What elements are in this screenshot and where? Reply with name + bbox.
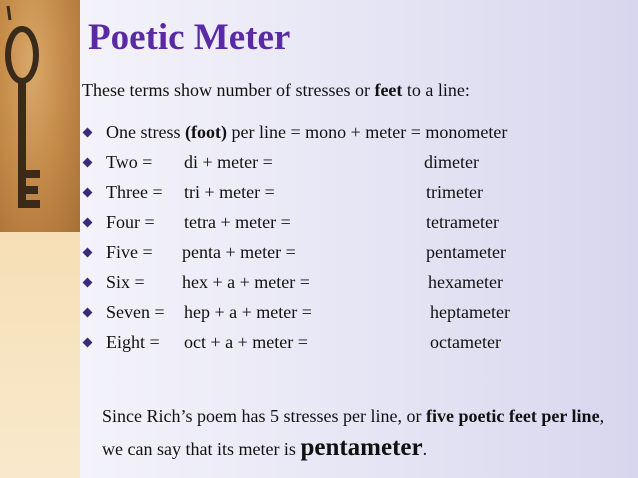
bullet-formula: di + meter =: [184, 152, 273, 172]
diamond-bullet-icon: [83, 158, 93, 168]
intro-text: [82, 80, 470, 101]
conclusion-end: .: [422, 439, 428, 459]
bullet-number: Two =: [106, 152, 153, 172]
bullet-number: Seven =: [106, 302, 165, 322]
bullet-formula: hep + a + meter =: [184, 302, 312, 322]
conclusion-bold: five poetic feet per line: [425, 406, 600, 426]
diamond-bullet-icon: [83, 338, 93, 348]
bullet-formula: tri + meter =: [184, 182, 275, 202]
diamond-bullet-icon: [83, 188, 93, 198]
list-item: [82, 240, 632, 270]
list-item: [82, 180, 632, 210]
diamond-bullet-icon: [83, 218, 93, 228]
bullet-term: trimeter: [426, 182, 483, 202]
bullet-list: [82, 120, 632, 360]
conclusion-part1: Since Rich’s poem has 5 stresses per line, or: [102, 406, 426, 426]
list-item: [82, 210, 632, 240]
bullet-term: dimeter: [424, 152, 479, 172]
intro-bold: feet: [374, 80, 403, 100]
bullet-term: pentameter: [426, 242, 506, 262]
first-bullet-bold: (foot): [185, 122, 227, 142]
conclusion-text: [102, 400, 622, 465]
diamond-bullet-icon: [83, 308, 93, 318]
bullet-term: heptameter: [430, 302, 510, 322]
first-bullet-after: per line = mono + meter = monometer: [226, 122, 508, 142]
bullet-number: Five =: [106, 242, 153, 262]
bullet-number: Six =: [106, 272, 145, 292]
list-item: [82, 150, 632, 180]
bullet-term: octameter: [430, 332, 501, 352]
diamond-bullet-icon: [83, 248, 93, 258]
bullet-number: Three =: [106, 182, 163, 202]
bullet-formula: penta + meter =: [182, 242, 296, 262]
diamond-bullet-icon: [83, 128, 93, 138]
bullet-term: tetrameter: [426, 212, 499, 232]
first-bullet-text: [106, 122, 507, 143]
bullet-number: Eight =: [106, 332, 160, 352]
bullet-formula: hex + a + meter =: [182, 272, 310, 292]
list-item: [82, 270, 632, 300]
intro-after: to a line:: [402, 80, 470, 100]
key-image: [0, 0, 80, 232]
intro-before: These terms show number of stresses or: [82, 80, 375, 100]
conclusion-emphasis: pentameter: [300, 434, 423, 461]
bullet-formula: tetra + meter =: [184, 212, 291, 232]
first-bullet-before: One stress: [106, 122, 185, 142]
bullet-number: Four =: [106, 212, 155, 232]
list-item: [82, 120, 632, 150]
bullet-formula: oct + a + meter =: [184, 332, 308, 352]
diamond-bullet-icon: [83, 278, 93, 288]
slide-title: Poetic Meter: [88, 17, 291, 58]
list-item: [82, 330, 632, 360]
bullet-term: hexameter: [428, 272, 503, 292]
list-item: [82, 300, 632, 330]
conclusion-part2: , we can say that its meter is: [102, 406, 605, 459]
